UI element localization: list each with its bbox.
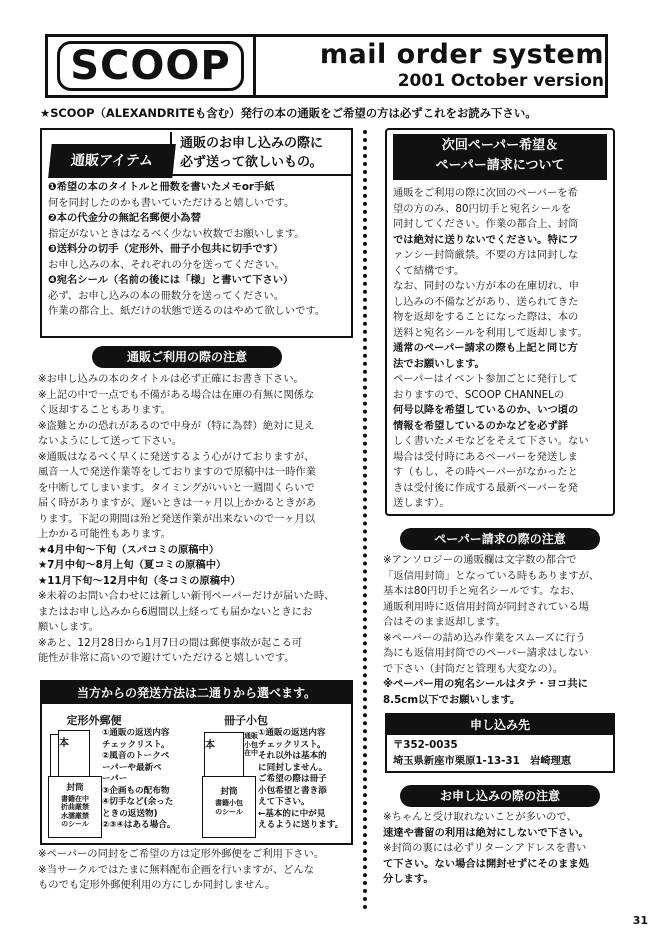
usage-line: ★4月中旬〜下旬（スパコミの原稿中） xyxy=(38,543,220,556)
paper-line: 送料と宛名シールを利用して返却します。 xyxy=(393,326,588,339)
shipping-box xyxy=(40,680,353,845)
header-version: 2001 October version xyxy=(397,71,604,91)
paper-line: 通常のペーパー請求の際も上記と同じ方 xyxy=(393,342,578,354)
paper-line: 通販をご利用の際に次回のペーパーを希 xyxy=(393,187,578,199)
caution-line: ※封筒の裏には必ずリターンアドレスを書い xyxy=(383,842,587,854)
teikei-line: ーパーや最新ペ xyxy=(102,762,162,773)
address-box xyxy=(385,713,615,773)
items-line: 何を同封したのかも書いていただけると嬉しいです。 xyxy=(48,196,295,209)
items-line: ❷本の代金分の無記名郵便小為替 xyxy=(48,212,201,224)
shipping-title: 当方からの発送方法は二通りから選べます。 xyxy=(42,682,351,704)
sasshi-line: 小包希望と書き添 xyxy=(258,785,327,796)
items-line: お申し込みの本、それぞれの分を送ってください。 xyxy=(48,258,285,271)
usage-line: ないようにして送って下さい。 xyxy=(38,435,183,447)
sasshi-lines xyxy=(258,728,350,832)
sasshi-side-label xyxy=(244,732,256,758)
paper-line: 望の方のみ、80円切手と宛名シールを xyxy=(393,202,572,215)
usage-line: ※未着のお問い合わせには新しい新刊ペーパーだけが届いた時、 xyxy=(38,590,335,602)
teikei-line: ときの返送物) xyxy=(102,808,158,819)
paper-line: しく書いたメモなどをそえて下さい。ない xyxy=(393,435,589,447)
sasshi-line: えるように送ります。 xyxy=(258,820,344,830)
sasshi-line: ①通販の返送内容 xyxy=(258,728,326,738)
paper-request-line: 「返信用封筒」となっている時もありますが、 xyxy=(383,569,600,582)
usage-line: ります。下記の期間は殆ど発送作業が出来ないので一ヶ月以 xyxy=(38,512,316,525)
paper-icon: 本 xyxy=(58,730,90,780)
items-line: 必ず、お申し込みの本の冊数分を送ってください。 xyxy=(48,289,285,302)
envelope-note: 書籍在中 xyxy=(61,794,89,803)
usage-line: ※あと、12月28日から1月7日の間は郵便事故が起こる可 xyxy=(38,636,303,649)
usage-line: ※お申し込みの本のタイトルは必ず正確にお書き下さい。 xyxy=(38,373,304,385)
paper-request-line: 為にも返信用封筒でのペーパー請求はしない xyxy=(383,647,589,659)
usage-line: を中断してしまいます。タイミングがいいと一週間くらいで xyxy=(38,481,315,494)
usage-line: ※上記の中で一点でも不備がある場合は在庫の有無に関係な xyxy=(38,388,315,401)
paper-heading: 次回ペーパー希望＆ ペーパー請求について xyxy=(393,134,607,180)
note-line: ※ペーパーの同封をご希望の方は定形外郵便をご利用下さい。 xyxy=(38,848,325,860)
paper-request-line: ※ペーパー用の宛名シールはタテ・ヨコ共に xyxy=(383,678,588,690)
teikei-line: ①通販の返送内容 xyxy=(102,728,170,738)
items-label: 通販アイテム xyxy=(48,144,176,178)
items-heading-2: 必ず送って欲しいもの。 xyxy=(180,155,323,170)
teikei-line: ②風音のトークペ xyxy=(102,751,170,761)
sasshi-line: に同封しません。 xyxy=(258,762,328,773)
paper-line: なお、同封のない方が本の在庫切れ、申 xyxy=(393,280,579,292)
envelope-note: のシール xyxy=(215,807,243,816)
sasshi-line: ←基本的に中が見 xyxy=(258,808,326,819)
paper-line: ペーパーはイベント参加ごとに発行して xyxy=(393,373,578,385)
note-line: ※当サークルではたまに無料配布企画を行いますが、どんな xyxy=(38,863,315,876)
paper-line: ァンシー封筒厳禁。不要の方は同封しな xyxy=(393,249,579,261)
items-heading xyxy=(170,132,352,176)
caution-title: お申し込みの際の注意 xyxy=(400,785,600,807)
paper-request-title: ペーパー請求の際の注意 xyxy=(400,528,600,550)
items-line: 作業の都合上、紙だけの状態で送るのはやめて欲しいです。 xyxy=(48,305,326,317)
teikei-lines xyxy=(102,728,192,832)
paper-line: 情報を希望しているのかなどを必ず詳 xyxy=(393,419,569,432)
sasshi-line: それ以外は基本的 xyxy=(258,751,327,761)
usage-line: く返却することもあります。 xyxy=(38,404,172,416)
usage-title: 通販ご利用の際の注意 xyxy=(92,346,282,368)
envelope-note: のシール xyxy=(61,820,89,828)
bottom-left-notes xyxy=(38,847,358,894)
items-heading-1: 通販のお申し込みの際に xyxy=(180,136,324,151)
caution-lines xyxy=(383,810,623,888)
envelope-note: 書籍小包 xyxy=(215,798,243,807)
paper-line: きは受付後に作成する最新ペーパーを発 xyxy=(393,481,578,494)
intro-line: ★SCOOP（ALEXANDRITEも含む）発行の本の通販をご希望の方は必ずこれをお読み下さい。 xyxy=(40,106,537,120)
paper-request-line: 合はそのまま返却します。 xyxy=(383,616,506,628)
usage-line: ※通販はなるべく早くに発送するよう心がけておりますが、 xyxy=(38,450,315,463)
paper-request-line: 8.5cm以下でお願いします。 xyxy=(383,693,521,706)
usage-line: 上かかる可能性もあります。 xyxy=(38,528,172,540)
paper-line: 何号以降を希望しているのか、いつ頃の xyxy=(393,404,579,416)
address-title: 申し込み先 xyxy=(387,715,613,735)
usage-lines xyxy=(38,372,358,667)
teikei-line: ③企画もの配布物 xyxy=(102,785,170,796)
usage-line: 能性が非常に高いので避けていただけると嬉しいです。 xyxy=(38,652,295,664)
paper-line: し込みの不備などがあり、送られてきた xyxy=(393,295,579,308)
usage-line: ★11月下旬〜12月中旬（冬コミの原稿中） xyxy=(38,574,241,587)
paper-line: では絶対に送りないでください。特にフ xyxy=(393,233,579,246)
usage-line: またはお申し込みから6週間以上経っても届かないときにお xyxy=(38,605,313,618)
paper-line: 送します）。 xyxy=(393,497,450,509)
address-line: 埼玉県新座市栗原1-13-31 岩崎理恵 xyxy=(393,754,572,767)
paper-request-line: ※アンソロジーの通販欄は文字数の都合で xyxy=(383,554,577,566)
caution-line: 速達や書留の利用は絶対にしないで下さい。 xyxy=(383,826,589,839)
teikei-panel xyxy=(46,712,191,840)
side-label: 在中 xyxy=(244,749,258,757)
items-line: ❸送料分の切手（定形外、冊子小包共に切手です） xyxy=(48,243,284,255)
paper-line: くて結構です。 xyxy=(393,264,465,277)
paper-request-lines xyxy=(383,553,623,708)
book-icon-2: 本 xyxy=(204,732,244,782)
sasshi-label: 冊子小包 xyxy=(224,714,268,727)
items-box xyxy=(40,128,353,338)
usage-line: 風音一人で発送作業等をしておりますので原稿中は一時作業 xyxy=(38,466,317,478)
caution-line: ※ちゃんと受け取れないことが多いので、 xyxy=(383,811,577,823)
sasshi-line: えて下さい。 xyxy=(258,797,310,807)
teikei-line: ーパー xyxy=(102,774,128,784)
header-title: mail order system xyxy=(319,39,604,70)
teikei-line: ④切手など(余った xyxy=(102,797,174,807)
paper-line: 同封してください。作業の都合上、封筒 xyxy=(393,218,579,230)
items-line: ❶希望の本のタイトルと冊数を書いたメモor手紙 xyxy=(48,181,275,193)
paper-request-line: で下さい（封筒だと管理も大変なの）。 xyxy=(383,662,564,675)
envelope-note: 水濡厳禁 xyxy=(61,811,89,820)
paper-request-line: 通販利用時に返信用封筒が同封されている場 xyxy=(383,600,589,613)
side-label: 小包 xyxy=(244,740,258,749)
paper-request-line: ※ペーパーの詰め込み作業をスムーズに行う xyxy=(383,631,586,644)
usage-line: 願いします。 xyxy=(38,621,99,633)
paper-box xyxy=(385,128,615,516)
sasshi-line: チェックリスト。 xyxy=(258,739,326,750)
paper-line: 物を返却をすることになった際は、本の xyxy=(393,311,579,323)
teikei-line: ②③④はある場合。 xyxy=(102,820,176,830)
side-label: 通販 xyxy=(244,732,258,740)
items-line: ❹宛名シール（名前の後には「様」と書いて下さい） xyxy=(48,274,294,286)
sasshi-line: ご希望の際は冊子 xyxy=(258,774,327,784)
envelope-icon: 封筒 書籍在中 折曲厳禁 水濡厳禁 のシール xyxy=(48,776,102,838)
paper-request-line: 基本は80円切手と宛名シールです。なお、 xyxy=(383,585,581,597)
paper-line: 場合は受付時にあるペーパーを発送しま xyxy=(393,450,578,463)
column-divider xyxy=(363,130,367,910)
address-zip: 〒352-0035 xyxy=(393,739,458,751)
paper-lines xyxy=(393,186,613,512)
envelope-icon-2: 封筒 書籍小包 のシール xyxy=(202,776,256,838)
teikei-label: 定形外郵便 xyxy=(66,714,122,727)
paper-line: おりますので、SCOOP CHANNELの xyxy=(393,388,565,401)
usage-line: 届く時がありますが、遅いときは一ヶ月以上かかるときがあ xyxy=(38,497,317,509)
page-number: 31 xyxy=(632,914,648,927)
scoop-logo: SCOOP xyxy=(48,37,256,95)
items-lines xyxy=(48,180,348,320)
usage-line: ★7月中旬〜8月上旬（夏コミの原稿中） xyxy=(38,559,227,571)
sasshi-panel xyxy=(200,712,350,840)
caution-line: て下さい。ない場合は開封せずにそのまま処 xyxy=(383,857,589,870)
teikei-line: チェックリスト。 xyxy=(102,739,170,750)
envelope-note: 折曲厳禁 xyxy=(61,803,89,811)
header-box xyxy=(45,34,608,98)
items-line: 指定がないときはなるべく少ない枚数でお願いします。 xyxy=(48,227,305,240)
paper-line: 法でお願いします。 xyxy=(393,357,485,370)
note-line: ものでも定形外郵便利用の方にしか同封しません。 xyxy=(38,879,276,891)
paper-line: す（もし、その時ペーパーがなかったと xyxy=(393,466,578,478)
caution-line: 分します。 xyxy=(383,873,434,885)
usage-line: ※盗難とかの恐れがあるので中身が（特に為替）絶対に見え xyxy=(38,419,315,432)
